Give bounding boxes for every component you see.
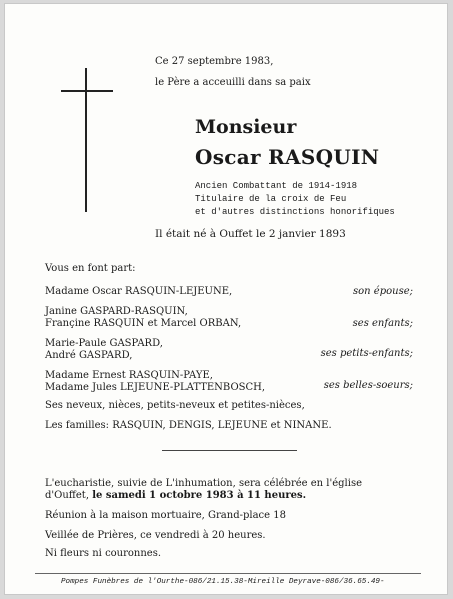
family-member: Madame Ernest RASQUIN-PAYE,: [45, 370, 213, 381]
ceremony-date-line: [45, 490, 306, 501]
cross-icon-bar: [61, 90, 113, 92]
title-veteran: Ancien Combattant de 1914-1918: [195, 181, 358, 191]
family-member: André GASPARD,: [45, 350, 133, 361]
relation-label: ses belles-soeurs;: [323, 380, 413, 391]
date-line: Ce 27 septembre 1983,: [155, 56, 274, 67]
family-member: Marie-Paule GASPARD,: [45, 338, 163, 349]
title-cross: Titulaire de la croix de Feu: [195, 194, 347, 204]
deceased-name: Oscar RASQUIN: [195, 145, 380, 169]
reunion-line: Réunion à la maison mortuaire, Grand-place 18: [45, 510, 286, 521]
family-member: Madame Jules LEJEUNE-PLATTENBOSCH,: [45, 382, 266, 393]
divider: [162, 450, 297, 451]
flowers-line: Ni fleurs ni couronnes.: [45, 548, 162, 559]
nephews-line: Ses neveux, nièces, petits-neveux et petites-nièces,: [45, 400, 305, 411]
families-line: Les familles: RASQUIN, DENGIS, LEJEUNE et NINANE.: [45, 420, 332, 431]
announcement-intro: Vous en font part:: [45, 263, 136, 274]
title-distinctions: et d'autres distinctions honorifiques: [195, 207, 395, 217]
honorific: Monsieur: [195, 116, 297, 138]
family-member: Janine GASPARD-RASQUIN,: [45, 306, 188, 317]
family-member: Françine RASQUIN et Marcel ORBAN,: [45, 318, 242, 329]
footer-rule: [35, 573, 421, 574]
ceremony-place: d'Ouffet,: [45, 490, 90, 501]
relation-label: ses petits-enfants;: [320, 348, 413, 359]
family-member: Madame Oscar RASQUIN-LEJEUNE,: [45, 286, 233, 297]
relation-label: ses enfants;: [352, 318, 413, 329]
ceremony-line: L'eucharistie, suivie de L'inhumation, sera célébrée en l'église: [45, 478, 363, 489]
funeral-notice-card: [4, 3, 448, 595]
birth-line: Il était né à Ouffet le 2 janvier 1893: [155, 228, 346, 240]
footer-text: Pompes Funèbres de l'Ourthe-086/21.15.38-Mireille Deyrave-086/36.65.49-: [61, 578, 385, 586]
vigil-line: Veillée de Prières, ce vendredi à 20 heures.: [45, 530, 266, 541]
ceremony-date: le samedi 1 octobre 1983 à 11 heures.: [92, 490, 307, 501]
peace-line: le Père a acceuilli dans sa paix: [155, 77, 311, 88]
relation-label: son épouse;: [353, 286, 413, 297]
